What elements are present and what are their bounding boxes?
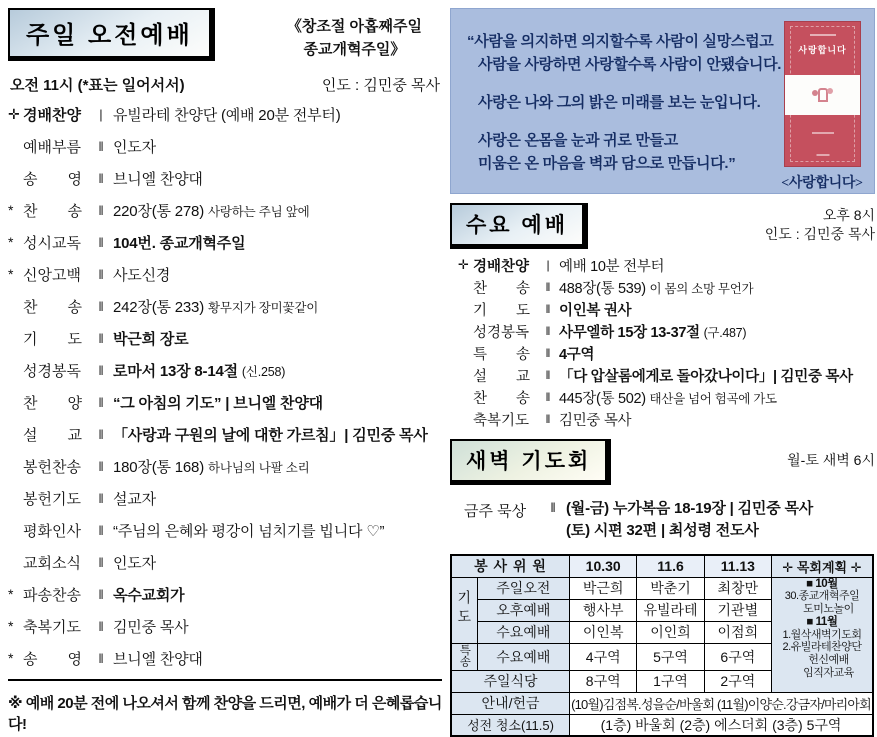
book-band-illustration (785, 75, 860, 115)
row-label: 수요예배 (477, 621, 569, 643)
meditation-line-1: (월-금) 누가복음 18-19장 | 김민중 목사 (566, 500, 814, 517)
row-label: 수요예배 (477, 643, 569, 670)
weekly-meditation-row (450, 498, 875, 542)
service-label: 봉헌기도 (23, 490, 81, 508)
service-value: 김민중 목사 (113, 618, 189, 636)
service-row (458, 342, 875, 364)
cell: 기관별 (704, 599, 771, 621)
cell: 8구역 (570, 670, 637, 692)
service-label: 찬 양 (23, 394, 82, 412)
service-label: 성시교독 (23, 234, 81, 252)
service-value: 「사랑과 구원의 날에 대한 가르침」| 김민중 목사 (113, 426, 428, 444)
service-label: 봉헌찬송 (23, 458, 81, 476)
plan-line: 임직자교육 (803, 667, 854, 680)
service-label: 찬 송 (473, 280, 531, 297)
stand-marker: * (8, 618, 14, 634)
service-value: 220장(통 278) 사랑하는 주님 앞에 (113, 202, 310, 220)
quote-line: 사랑은 온몸을 눈과 귀로 만들고 (478, 132, 678, 149)
service-label: 찬 송 (473, 390, 531, 407)
wednesday-service-order (450, 254, 875, 430)
service-value: 예배 10분 전부터 (559, 258, 665, 275)
service-label: 설 교 (23, 426, 82, 444)
separator: ‖ (98, 170, 104, 186)
wednesday-time: 오후 8시 (822, 207, 875, 223)
service-row (8, 354, 442, 386)
service-value: 김민중 목사 (559, 412, 632, 429)
separator: ‖ (98, 330, 104, 346)
service-value: 설교자 (113, 490, 156, 508)
service-row (458, 254, 875, 276)
service-row (8, 546, 442, 578)
service-label: 축복기도 (473, 412, 530, 429)
service-row (8, 418, 442, 450)
separator: ‖ (98, 394, 104, 410)
header-date-1: 10.30 (570, 555, 637, 577)
subtitle-line-2: 종교개혁주일》 (303, 40, 406, 58)
row-label: 오후예배 (477, 599, 569, 621)
quote-line: 미움은 온 마음을 벽과 담으로 만듭니다.” (478, 155, 736, 172)
separator: ‖ (98, 522, 104, 538)
book-cover-image (784, 21, 861, 167)
book-decor-line (812, 132, 834, 134)
dawn-header (450, 439, 875, 485)
separator: ‖ (545, 280, 551, 294)
separator: | (99, 106, 103, 122)
duty-table (450, 554, 874, 737)
row-label: 성전 청소(11.5) (451, 714, 570, 736)
service-label: 경배찬양 (473, 258, 530, 275)
separator: ‖ (98, 586, 104, 602)
cell: 2구역 (704, 670, 771, 692)
separator: ‖ (545, 324, 551, 338)
service-value: 브니엘 찬양대 (113, 650, 203, 668)
separator: ‖ (98, 234, 104, 250)
service-row (8, 130, 442, 162)
service-row (8, 642, 442, 674)
separator: ‖ (98, 138, 104, 154)
quote-box (450, 8, 875, 194)
service-value: 사도신경 (113, 266, 171, 284)
wednesday-header (450, 203, 875, 249)
sunday-morning-section (8, 8, 442, 734)
announce-value: (10월)김점복.성을순/바울회 (11월)이양순.강금자/마리아회 (570, 692, 873, 714)
service-row (458, 320, 875, 342)
cell: 유빌라테 (637, 599, 704, 621)
meditation-value (566, 498, 813, 542)
separator: ‖ (98, 458, 104, 474)
service-row (8, 450, 442, 482)
book-decor-line (816, 154, 829, 156)
quote-line: 사랑은 나와 그의 밝은 미래를 보는 눈입니다. (478, 94, 761, 111)
service-label: 신앙고백 (23, 266, 81, 284)
service-value: 104번. 종교개혁주일 (113, 234, 246, 252)
service-label: 예배부름 (23, 138, 81, 156)
service-row (458, 364, 875, 386)
service-value: “주님의 은혜와 평강이 넘치기를 빕니다 ♡” (113, 522, 385, 540)
service-row (8, 386, 442, 418)
plan-line: 도미노놀이 (803, 603, 854, 616)
service-row (8, 322, 442, 354)
separator: ‖ (545, 368, 551, 382)
header-date-3: 11.13 (704, 555, 771, 577)
plan-line: ■ 10월 (806, 577, 838, 590)
service-row (458, 408, 875, 430)
row-label: 주일식당 (451, 670, 570, 692)
meditation-label: 금주 묵상 (464, 503, 527, 520)
separator: | (546, 258, 550, 272)
service-row (8, 162, 442, 194)
ministry-plan-cell (771, 577, 873, 692)
table-row (451, 692, 873, 714)
service-leader: 인도 : 김민중 목사 (321, 77, 440, 94)
table-row (451, 577, 873, 599)
wednesday-schedule-info (765, 203, 875, 244)
table-header-row (451, 555, 873, 577)
service-row (8, 98, 442, 130)
group-special-song: 특송 (451, 643, 477, 670)
service-value: 242장(통 233) 황무지가 장미꽃같이 (113, 298, 319, 316)
service-row (8, 514, 442, 546)
cell: 1구역 (637, 670, 704, 692)
plan-line: 헌신예배 (808, 654, 849, 667)
sunday-service-order (8, 98, 442, 674)
service-value: 488장(통 539) 이 몸의 소망 무언가 (559, 280, 754, 297)
plan-line: 2.유빌라테찬양단 (782, 641, 862, 654)
separator: ‖ (98, 618, 104, 634)
service-row (8, 258, 442, 290)
header-ministry-plan: ✛ 목회계획 ✛ (771, 555, 873, 577)
header-committee: 봉 사 위 원 (451, 555, 570, 577)
cross-icon: ✛ (458, 257, 469, 272)
cell: 박춘기 (637, 577, 704, 599)
service-label: 평화인사 (23, 522, 81, 540)
separator: ‖ (98, 554, 104, 570)
row-label: 안내/헌금 (451, 692, 570, 714)
separator: ‖ (98, 362, 104, 378)
book-caption: <사랑합니다> (781, 176, 863, 191)
service-value: 박근희 장로 (113, 330, 189, 348)
header-date-2: 11.6 (637, 555, 704, 577)
service-label: 축복기도 (23, 618, 81, 636)
service-row (8, 226, 442, 258)
service-label: 성경봉독 (23, 362, 81, 380)
group-prayer: 기도 (451, 577, 477, 643)
sunday-title-box: 주일 오전예배 (8, 8, 215, 61)
meditation-line-2: (토) 시편 32편 | 최성령 전도사 (566, 522, 759, 539)
plan-line: 30.종교개혁주일 (784, 590, 860, 603)
cell: 박근희 (570, 577, 637, 599)
liturgical-week-subtitle (287, 16, 422, 61)
separator: ‖ (98, 650, 104, 666)
service-value: 「다 압살롬에게로 돌아갔나이다」| 김민중 목사 (559, 368, 853, 385)
stand-marker: * (8, 650, 14, 666)
cell: 이인희 (637, 621, 704, 643)
service-value: 4구역 (559, 346, 595, 363)
service-label: 찬 송 (23, 202, 82, 220)
separator: ‖ (98, 298, 104, 314)
book-decor-line (810, 34, 836, 36)
service-row (458, 298, 875, 320)
cell: 이점희 (704, 621, 771, 643)
service-value: 옥수교회가 (113, 586, 185, 604)
dawn-title-box: 새벽 기도회 (450, 439, 611, 485)
service-row (458, 276, 875, 298)
service-value: “그 아침의 기도” | 브니엘 찬양대 (113, 394, 323, 412)
separator: ‖ (545, 302, 551, 316)
separator: ‖ (98, 490, 104, 506)
service-row (8, 578, 442, 610)
footnote: ※ 예배 20분 전에 나오셔서 함께 찬양을 드리면, 예배가 더 은혜롭습니다! (8, 695, 442, 733)
service-label: 송 영 (23, 170, 82, 188)
table-row (451, 714, 873, 736)
service-label: 특 송 (473, 346, 531, 363)
separator: ‖ (545, 346, 551, 360)
separator: ‖ (545, 390, 551, 404)
service-label: 송 영 (23, 650, 82, 668)
cell: 5구역 (637, 643, 704, 670)
wednesday-leader: 인도 : 김민중 목사 (764, 226, 875, 242)
stand-marker: * (8, 234, 14, 250)
separator: ‖ (545, 412, 551, 426)
service-label: 경배찬양 (23, 106, 81, 124)
service-row (8, 482, 442, 514)
dawn-time: 월-토 새벽 6시 (787, 452, 875, 468)
row-label: 주일오전 (477, 577, 569, 599)
cross-icon: ✛ (8, 105, 20, 122)
cell: 4구역 (570, 643, 637, 670)
separator: ‖ (550, 500, 556, 515)
service-label: 파송찬송 (23, 586, 81, 604)
book-title: 사랑합니다 (798, 45, 847, 55)
service-value: 유빌라테 찬양단 (예배 20분 전부터) (113, 106, 341, 124)
stand-marker: * (8, 586, 14, 602)
service-value: 인도자 (113, 138, 156, 156)
quote-line: 사람을 사랑하면 사랑할수록 사람이 안됐습니다. (478, 56, 782, 73)
dawn-schedule-info (787, 439, 875, 470)
service-label: 교회소식 (23, 554, 81, 572)
separator: ‖ (98, 426, 104, 442)
separator: ‖ (98, 202, 104, 218)
service-value: 이인복 권사 (559, 302, 632, 319)
subtitle-line-1: 《창조절 아홉째주일 (286, 18, 422, 35)
service-label: 기 도 (473, 302, 531, 319)
right-column (450, 8, 875, 737)
service-row (8, 610, 442, 642)
stand-marker: * (8, 266, 14, 282)
stand-marker: * (8, 202, 14, 218)
service-label: 기 도 (23, 330, 82, 348)
cell: 행사부 (570, 599, 637, 621)
service-value: 180장(통 168) 하나님의 나팔 소리 (113, 458, 310, 476)
cell: 최창만 (704, 577, 771, 599)
service-row (8, 194, 442, 226)
service-label: 설 교 (473, 368, 531, 385)
quote-line: “사람을 의지하면 의지할수록 사람이 실망스럽고 (467, 33, 774, 50)
service-value: 브니엘 찬양대 (113, 170, 203, 188)
service-row (458, 386, 875, 408)
sunday-header (8, 8, 442, 61)
plan-line: 1.월삭새벽기도회 (782, 628, 862, 641)
plan-line: ■ 11월 (806, 615, 838, 628)
service-label: 성경봉독 (473, 324, 530, 341)
cell: 이인복 (570, 621, 637, 643)
service-value: 인도자 (113, 554, 156, 572)
footnote-divider (8, 679, 442, 681)
service-value: 로마서 13장 8-14절 (신.258) (113, 362, 286, 380)
service-value: 445장(통 502) 태산을 넘어 험곡에 가도 (559, 390, 777, 407)
service-row (8, 290, 442, 322)
cleaning-value: (1층) 바울회 (2층) 에스더회 (3층) 5구역 (570, 714, 873, 736)
service-time-note: 오전 11시 (*표는 일어서서) (10, 77, 185, 94)
service-label: 찬 송 (23, 298, 82, 316)
wednesday-title-box: 수요 예배 (450, 203, 588, 249)
time-leader-row (8, 74, 442, 95)
service-value: 사무엘하 15장 13-37절 (구.487) (559, 324, 747, 341)
cell: 6구역 (704, 643, 771, 670)
separator: ‖ (98, 266, 104, 282)
